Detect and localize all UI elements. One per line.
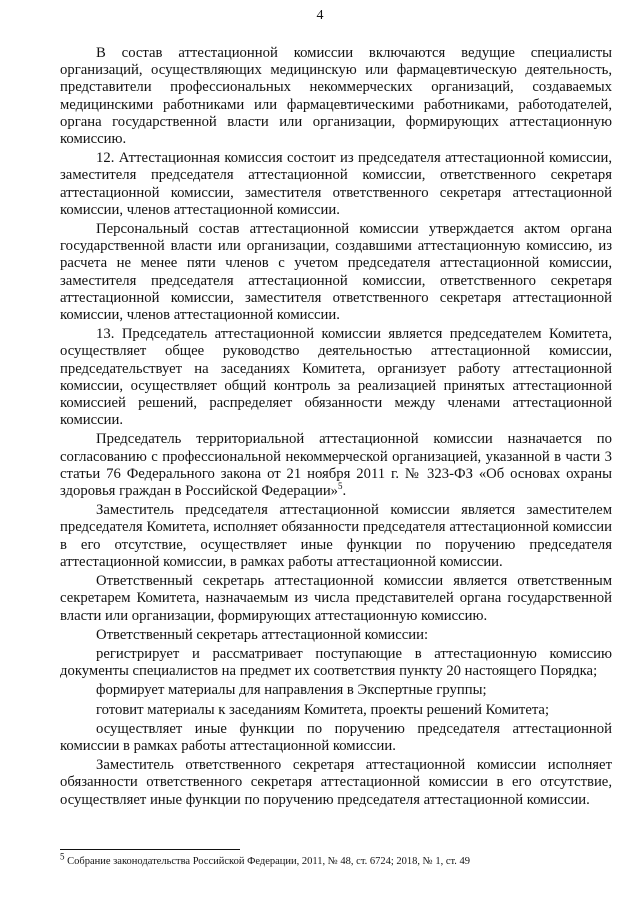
- paragraph-end: .: [342, 483, 347, 500]
- paragraph: Ответственный секретарь аттестационной комиссии:: [96, 626, 429, 643]
- footnote-marker: 5: [60, 851, 65, 862]
- footnote-reference: 5: [338, 481, 343, 492]
- body-text: [60, 45, 612, 811]
- paragraph: осуществляет иные функции по поручению председателя аттестационной комиссии в рамках работы аттестационной комиссии.: [60, 720, 612, 754]
- paragraph: Заместитель председателя аттестационной комиссии является заместителем председателя Комитета, исполняет обязанности председателя аттестационной комиссии в его отсутствие, осуществляет иные функции по поручению председателя аттестационной комиссии, в рамках работы аттестационной комиссии.: [60, 502, 612, 570]
- footnote: [60, 851, 612, 868]
- paragraph: регистрирует и рассматривает поступающие в аттестационную комиссию документы специалистов на предмет их соответствия пункту 20 настоящего Порядка;: [60, 645, 612, 680]
- paragraph: готовит материалы к заседаниям Комитета, проекты решений Комитета;: [96, 701, 550, 718]
- paragraph: Заместитель ответственного секретаря аттестационной комиссии исполняет обязанности ответственного секретаря аттестационной комиссии в его отсутствие, осуществляет иные функции по поручению председателя аттестационной комиссии.: [60, 757, 612, 808]
- paragraph: формирует материалы для направления в Экспертные группы;: [96, 682, 487, 699]
- footnote-text: Собрание законодательства Российской Федерации, 2011, № 48, ст. 6724; 2018, № 1, ст. 49: [67, 856, 471, 867]
- paragraph: 12. Аттестационная комиссия состоит из председателя аттестационной комиссии, заместителя председателя аттестационной комиссии, ответственного секретаря аттестационной комиссии, заместителя ответственного секретаря аттестационной комиссии, членов аттестационной комиссии.: [60, 150, 612, 218]
- paragraph: Ответственный секретарь аттестационной комиссии является ответственным секретарем Комитета, назначаемым из числа представителей органа государственной власти или организации, формирующих аттестационную комиссию.: [60, 573, 612, 624]
- page-number: 4: [316, 8, 324, 23]
- paragraph-with-footnote: [60, 431, 612, 500]
- paragraph-text: Председатель территориальной аттестационной комиссии назначается по согласованию с профессиональной некоммерческой организацией, указанной в части 3 статьи 76 Федерального закона от 21 ноября 2011 г. № 323-ФЗ «Об основах охраны здоровья граждан в Российской Федерации»: [60, 431, 612, 500]
- paragraph: 13. Председатель аттестационной комиссии является председателем Комитета, осуществляет общее руководство деятельностью аттестационной комиссии, председательствует на заседаниях Комитета, организует работу аттестационной комиссии, осуществляет общий контроль за реализацией принятых аттестационной комиссией решений, распределяет обязанности между членами аттестационной комиссии.: [60, 326, 612, 429]
- footnote-divider: [60, 849, 240, 850]
- paragraph: Персональный состав аттестационной комиссии утверждается актом органа государственной власти или организации, создавшими аттестационную комиссию, из расчета не менее пяти членов с учетом председателя аттестационной комиссии, заместителя председателя аттестационной комиссии, ответственного секретаря аттестационной комиссии, заместителя ответственного секретаря аттестационной комиссии, членов аттестационной комиссии.: [60, 221, 612, 324]
- paragraph: В состав аттестационной комиссии включаются ведущие специалисты организаций, осуществляющих медицинскую или фармацевтическую деятельность, представители профессиональных некоммерческих организаций, создаваемых медицинскими работниками или фармацевтическими работниками, работодателей, органа государственной власти или организации, формирующих аттестационную комиссию.: [60, 45, 612, 148]
